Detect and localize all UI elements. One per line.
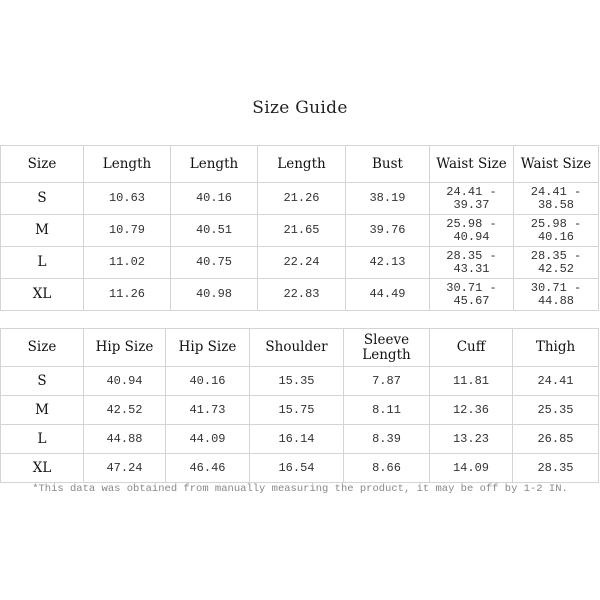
value-cell: 22.83 — [258, 279, 346, 311]
value-cell: 15.75 — [250, 396, 344, 425]
value-cell: 40.16 — [166, 367, 250, 396]
header-cell: Length — [258, 146, 346, 183]
header-cell: Hip Size — [166, 329, 250, 367]
header-cell: Length — [171, 146, 258, 183]
value-cell: 12.36 — [430, 396, 513, 425]
value-cell: 11.81 — [430, 367, 513, 396]
header-cell: Cuff — [430, 329, 513, 367]
value-cell: 28.35 — [513, 454, 599, 483]
value-cell: 42.13 — [346, 247, 430, 279]
value-cell: 39.76 — [346, 215, 430, 247]
value-cell: 10.63 — [84, 183, 171, 215]
header-cell: Shoulder — [250, 329, 344, 367]
size-cell: S — [1, 183, 84, 215]
value-cell: 30.71 - 45.67 — [430, 279, 514, 311]
size-cell: L — [1, 425, 84, 454]
value-cell: 47.24 — [84, 454, 166, 483]
table-row — [1, 247, 599, 279]
value-cell: 38.19 — [346, 183, 430, 215]
size-table-1 — [0, 145, 599, 311]
table-row — [1, 215, 599, 247]
value-cell: 30.71 - 44.88 — [514, 279, 599, 311]
header-cell: Size — [1, 329, 84, 367]
header-cell: Size — [1, 146, 84, 183]
value-cell: 46.46 — [166, 454, 250, 483]
header-cell: Sleeve Length — [344, 329, 430, 367]
value-cell: 28.35 - 42.52 — [514, 247, 599, 279]
value-cell: 8.11 — [344, 396, 430, 425]
size-cell: L — [1, 247, 84, 279]
size-cell: M — [1, 396, 84, 425]
value-cell: 40.75 — [171, 247, 258, 279]
size-cell: M — [1, 215, 84, 247]
value-cell: 40.94 — [84, 367, 166, 396]
value-cell: 44.09 — [166, 425, 250, 454]
value-cell: 24.41 — [513, 367, 599, 396]
value-cell: 11.26 — [84, 279, 171, 311]
value-cell: 8.66 — [344, 454, 430, 483]
table-header-row — [1, 329, 599, 367]
table-row — [1, 425, 599, 454]
header-cell: Thigh — [513, 329, 599, 367]
value-cell: 15.35 — [250, 367, 344, 396]
value-cell: 40.98 — [171, 279, 258, 311]
value-cell: 25.98 - 40.94 — [430, 215, 514, 247]
value-cell: 26.85 — [513, 425, 599, 454]
value-cell: 40.51 — [171, 215, 258, 247]
value-cell: 21.26 — [258, 183, 346, 215]
table-row — [1, 279, 599, 311]
value-cell: 28.35 - 43.31 — [430, 247, 514, 279]
value-cell: 16.54 — [250, 454, 344, 483]
size-table-2 — [0, 328, 599, 483]
value-cell: 13.23 — [430, 425, 513, 454]
value-cell: 16.14 — [250, 425, 344, 454]
value-cell: 22.24 — [258, 247, 346, 279]
table-row — [1, 454, 599, 483]
value-cell: 25.35 — [513, 396, 599, 425]
size-cell: S — [1, 367, 84, 396]
value-cell: 24.41 - 38.58 — [514, 183, 599, 215]
header-cell: Bust — [346, 146, 430, 183]
page-title: Size Guide — [252, 98, 348, 118]
value-cell: 14.09 — [430, 454, 513, 483]
value-cell: 10.79 — [84, 215, 171, 247]
value-cell: 44.88 — [84, 425, 166, 454]
header-cell: Waist Size — [514, 146, 599, 183]
measurement-note: *This data was obtained from manually measuring the product, it may be off by 1-2 IN. — [32, 483, 568, 495]
size-cell: XL — [1, 454, 84, 483]
value-cell: 8.39 — [344, 425, 430, 454]
value-cell: 11.02 — [84, 247, 171, 279]
value-cell: 41.73 — [166, 396, 250, 425]
table-row — [1, 396, 599, 425]
value-cell: 7.87 — [344, 367, 430, 396]
table-header-row — [1, 146, 599, 183]
value-cell: 25.98 - 40.16 — [514, 215, 599, 247]
value-cell: 42.52 — [84, 396, 166, 425]
table-row — [1, 183, 599, 215]
value-cell: 21.65 — [258, 215, 346, 247]
value-cell: 40.16 — [171, 183, 258, 215]
value-cell: 44.49 — [346, 279, 430, 311]
header-cell: Waist Size — [430, 146, 514, 183]
table-row — [1, 367, 599, 396]
value-cell: 24.41 - 39.37 — [430, 183, 514, 215]
size-cell: XL — [1, 279, 84, 311]
header-cell: Length — [84, 146, 171, 183]
header-cell: Hip Size — [84, 329, 166, 367]
